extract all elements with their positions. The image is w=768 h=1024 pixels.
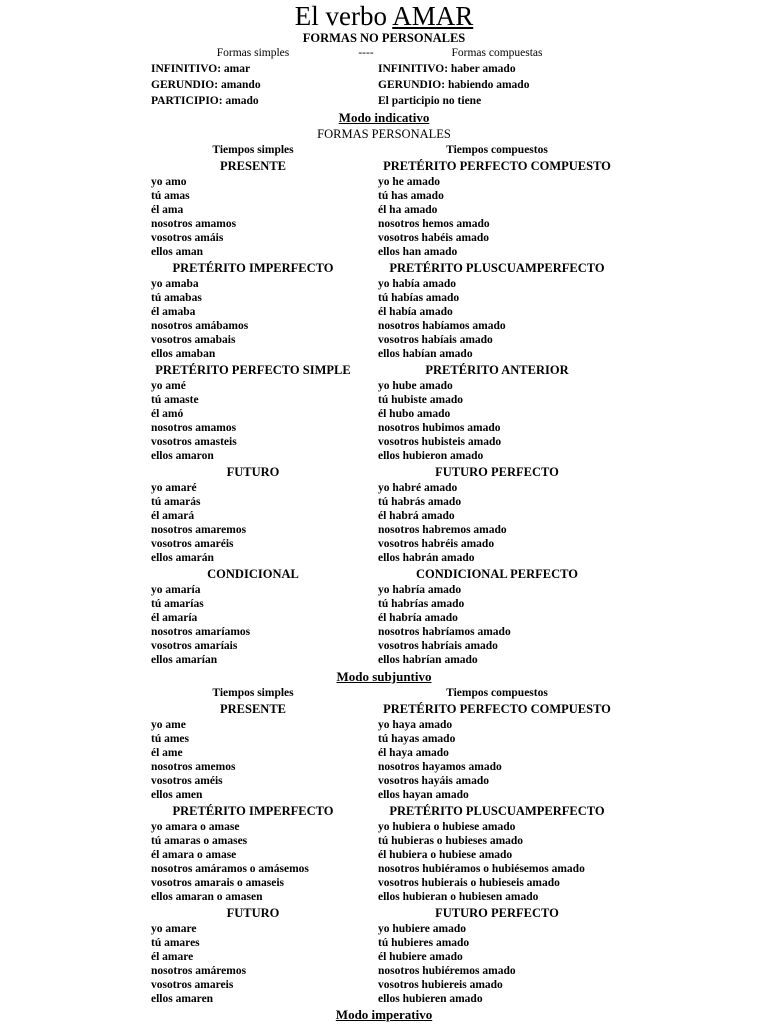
tense-header-right: FUTURO PERFECTO <box>435 465 559 479</box>
tense-header <box>0 363 768 377</box>
tense-header-left: PRETÉRITO IMPERFECTO <box>172 804 334 818</box>
tense-header-right: PRETÉRITO PERFECTO COMPUESTO <box>383 159 611 173</box>
conjugation-row-left: ellos amaran o amasen <box>151 891 263 903</box>
conjugation-row-left: él amó <box>151 408 184 420</box>
tense-header <box>0 261 768 275</box>
conjugation-row-left: él amaba <box>151 306 196 318</box>
conjugation-row <box>0 597 768 611</box>
conjugation-row-left: tú amas <box>151 190 190 202</box>
conjugation-row-right: vosotros hayáis amado <box>378 775 489 787</box>
conjugation-row-left: ellos amaban <box>151 348 216 360</box>
conjugation-row-right: yo he amado <box>378 176 440 188</box>
tense-header <box>0 465 768 479</box>
conjugation-row-left: nosotros amábamos <box>151 320 249 332</box>
conjugation-row-right: nosotros hubiéremos amado <box>378 965 516 977</box>
page-title <box>0 0 768 32</box>
conjugation-row-left: vosotros amareis <box>151 979 234 991</box>
conjugation-row-left: nosotros amamos <box>151 218 237 230</box>
conjugation-row <box>0 950 768 964</box>
conjugation-row-left: él amare <box>151 951 194 963</box>
conjugation-row-right: nosotros hubiéramos o hubiésemos amado <box>378 863 585 875</box>
conjugation-row-right: nosotros hayamos amado <box>378 761 502 773</box>
conjugation-row <box>0 848 768 862</box>
conjugation-row-left: ellos aman <box>151 246 204 258</box>
conjugation-row-left: vosotros amaríais <box>151 640 238 652</box>
conjugation-row-right: nosotros habremos amado <box>378 524 507 536</box>
conjugation-row-left: tú amares <box>151 937 200 949</box>
conjugation-row-right: vosotros habríais amado <box>378 640 498 652</box>
conjugation-row-left: yo amo <box>151 176 187 188</box>
conjugation-row <box>0 625 768 639</box>
no-personales-row-left: PARTICIPIO: amado <box>151 95 259 107</box>
conjugation-row-right: tú hayas amado <box>378 733 456 745</box>
conjugation-row <box>0 305 768 319</box>
conjugation-row-left: yo amaba <box>151 278 199 290</box>
conjugation-row-right: nosotros hemos amado <box>378 218 490 230</box>
conjugation-row-left: yo amara o amase <box>151 821 240 833</box>
conjugation-row-left: vosotros amabais <box>151 334 236 346</box>
conjugation-row-left: tú amarías <box>151 598 204 610</box>
conjugation-row-right: tú hubiste amado <box>378 394 463 406</box>
conjugation-row-right: nosotros habríamos amado <box>378 626 511 638</box>
conjugation-row <box>0 245 768 259</box>
conjugation-row-left: vosotros améis <box>151 775 223 787</box>
conjugation-row-right: nosotros hubimos amado <box>378 422 501 434</box>
tense-header-right: PRETÉRITO PERFECTO COMPUESTO <box>383 702 611 716</box>
conjugation-row-right: él habría amado <box>378 612 458 624</box>
conjugation-row-right: tú habías amado <box>378 292 460 304</box>
conjugation-row <box>0 203 768 217</box>
conjugation-row-left: ellos amaren <box>151 993 214 1005</box>
conjugation-row-right: yo hubiera o hubiese amado <box>378 821 516 833</box>
conjugation-row-right: él hubo amado <box>378 408 451 420</box>
conjugation-row <box>0 393 768 407</box>
formas-personales-heading: FORMAS PERSONALES <box>317 127 451 141</box>
conjugation-row-left: él amará <box>151 510 195 522</box>
conjugation-row <box>0 890 768 904</box>
tense-header-left: PRETÉRITO IMPERFECTO <box>172 261 334 275</box>
conjugation-row-left: yo amare <box>151 923 197 935</box>
conjugation-row <box>0 231 768 245</box>
tense-header-left: PRESENTE <box>220 702 286 716</box>
no-personales-row-left: INFINITIVO: amar <box>151 63 251 75</box>
conjugation-row-right: nosotros habíamos amado <box>378 320 506 332</box>
conjugation-row-left: él amaría <box>151 612 198 624</box>
conjugation-row <box>0 774 768 788</box>
tense-header <box>0 159 768 173</box>
conjugation-row-right: tú habrás amado <box>378 496 462 508</box>
conjugation-row-right: él haya amado <box>378 747 449 759</box>
conjugation-row-left: vosotros amaréis <box>151 538 234 550</box>
conjugation-row-right: él hubiera o hubiese amado <box>378 849 513 861</box>
conjugation-row-right: vosotros habéis amado <box>378 232 489 244</box>
conjugation-row-right: ellos hubieren amado <box>378 993 483 1005</box>
conjugation-row <box>0 653 768 667</box>
conjugation-row <box>0 978 768 992</box>
conjugation-row <box>0 421 768 435</box>
conjugation-row-right: vosotros hubiereis amado <box>378 979 503 991</box>
tense-header <box>0 906 768 920</box>
conjugation-row <box>0 523 768 537</box>
conjugation-row <box>0 760 768 774</box>
conjugation-row-left: vosotros amáis <box>151 232 224 244</box>
conjugation-row-right: ellos habrían amado <box>378 654 478 666</box>
no-personales-row-left: GERUNDIO: amando <box>151 79 261 91</box>
subjuntivo-heading: Modo subjuntivo <box>336 669 432 684</box>
no-personales-heading: FORMAS NO PERSONALES <box>302 31 466 45</box>
conjugation-row-right: tú hubieres amado <box>378 937 470 949</box>
conjugation-row-right: vosotros hubierais o hubieseis amado <box>378 877 560 889</box>
conjugation-row-right: ellos hayan amado <box>378 789 469 801</box>
conjugation-row-right: vosotros habréis amado <box>378 538 495 550</box>
conjugation-row <box>0 333 768 347</box>
tense-header <box>0 567 768 581</box>
conjugation-row-left: nosotros amaríamos <box>151 626 251 638</box>
conjugation-row-left: ellos amaron <box>151 450 214 462</box>
conjugation-row <box>0 407 768 421</box>
conjugation-row <box>0 495 768 509</box>
tense-header-left: FUTURO <box>226 906 280 920</box>
conjugation-row-right: ellos habrán amado <box>378 552 475 564</box>
conjugation-row-left: ellos amarían <box>151 654 218 666</box>
tense-header-right: PRETÉRITO ANTERIOR <box>425 363 569 377</box>
tense-header-left: FUTURO <box>226 465 280 479</box>
conjugation-row-left: tú amaras o amases <box>151 835 248 847</box>
conjugation-row <box>0 291 768 305</box>
conjugation-row-left: nosotros amáremos <box>151 965 247 977</box>
conjugation-row <box>0 639 768 653</box>
conjugation-row-left: yo amé <box>151 380 186 392</box>
title-prefix: El verbo <box>294 1 393 31</box>
conjugation-row <box>0 583 768 597</box>
conjugation-row <box>0 964 768 978</box>
tense-header-right: PRETÉRITO PLUSCUAMPERFECTO <box>389 804 605 818</box>
conjugation-row-right: ellos han amado <box>378 246 458 258</box>
title-verb: AMAR <box>392 1 474 31</box>
indicativo-col-headers <box>0 143 768 157</box>
conjugation-row-left: tú ames <box>151 733 190 745</box>
conjugation-row <box>0 319 768 333</box>
conjugation-row-right: tú hubieras o hubieses amado <box>378 835 524 847</box>
tense-header <box>0 804 768 818</box>
conjugation-row-right: vosotros habíais amado <box>378 334 493 346</box>
conjugation-row <box>0 175 768 189</box>
conjugation-row-right: yo hubiere amado <box>378 923 466 935</box>
conjugation-row <box>0 936 768 950</box>
conjugation-row-left: él ame <box>151 747 183 759</box>
conjugation-row-right: yo habré amado <box>378 482 458 494</box>
conjugation-row-right: ellos hubieron amado <box>378 450 484 462</box>
subjuntivo-col-headers <box>0 686 768 700</box>
conjugation-row <box>0 862 768 876</box>
conjugation-row <box>0 189 768 203</box>
conjugation-row-right: él había amado <box>378 306 453 318</box>
conjugation-row-left: tú amabas <box>151 292 202 304</box>
conjugation-row <box>0 347 768 361</box>
tense-header-left: CONDICIONAL <box>207 567 299 581</box>
tense-header <box>0 702 768 716</box>
col-header-compound: Tiempos compuestos <box>446 144 548 156</box>
conjugation-row <box>0 820 768 834</box>
conjugation-row-left: nosotros amemos <box>151 761 236 773</box>
conjugation-row <box>0 922 768 936</box>
conjugation-row-left: nosotros amamos <box>151 422 237 434</box>
col-header-simple: Tiempos simples <box>212 144 294 156</box>
conjugation-row-right: él habrá amado <box>378 510 455 522</box>
conjugation-row-right: él ha amado <box>378 204 438 216</box>
col-separator: ---- <box>358 47 374 59</box>
conjugation-row-left: vosotros amasteis <box>151 436 237 448</box>
col-header-compound: Tiempos compuestos <box>446 687 548 699</box>
conjugation-row-left: él amara o amase <box>151 849 237 861</box>
conjugation-row-right: yo hube amado <box>378 380 453 392</box>
no-personales-row <box>0 78 768 92</box>
conjugation-row <box>0 611 768 625</box>
conjugation-row <box>0 551 768 565</box>
no-personales-col-headers <box>0 46 768 60</box>
conjugation-row-left: él ama <box>151 204 184 216</box>
conjugation-row-left: nosotros amáramos o amásemos <box>151 863 309 875</box>
no-personales-row-right: INFINITIVO: haber amado <box>378 63 516 75</box>
col-header-simple: Formas simples <box>216 47 290 59</box>
conjugation-row-left: yo amaré <box>151 482 197 494</box>
conjugation-row <box>0 509 768 523</box>
conjugation-row-right: tú habrías amado <box>378 598 465 610</box>
tense-header-right: CONDICIONAL PERFECTO <box>416 567 578 581</box>
conjugation-row <box>0 718 768 732</box>
conjugation-row-left: nosotros amaremos <box>151 524 247 536</box>
conjugation-row <box>0 732 768 746</box>
conjugation-row-right: ellos hubieran o hubiesen amado <box>378 891 539 903</box>
conjugation-row-right: yo habría amado <box>378 584 462 596</box>
indicativo-heading: Modo indicativo <box>338 110 430 125</box>
col-header-simple: Tiempos simples <box>212 687 294 699</box>
conjugation-row-right: yo había amado <box>378 278 456 290</box>
conjugation-row <box>0 746 768 760</box>
conjugation-row-left: vosotros amarais o amaseis <box>151 877 284 889</box>
conjugation-row <box>0 537 768 551</box>
conjugation-row-left: tú amaste <box>151 394 199 406</box>
conjugation-row <box>0 379 768 393</box>
conjugation-row-right: ellos habían amado <box>378 348 473 360</box>
conjugation-row-left: yo ame <box>151 719 186 731</box>
conjugation-row <box>0 992 768 1006</box>
conjugation-row-right: yo haya amado <box>378 719 453 731</box>
no-personales-row <box>0 94 768 108</box>
imperativo-heading: Modo imperativo <box>335 1007 433 1022</box>
conjugation-row-left: ellos amarán <box>151 552 214 564</box>
conjugation-row-left: yo amaría <box>151 584 201 596</box>
tense-header-left: PRESENTE <box>220 159 286 173</box>
tense-header-right: PRETÉRITO PLUSCUAMPERFECTO <box>389 261 605 275</box>
no-personales-row-right: El participio no tiene <box>378 95 482 107</box>
tense-header-left: PRETÉRITO PERFECTO SIMPLE <box>155 363 351 377</box>
col-header-compound: Formas compuestas <box>451 47 543 59</box>
conjugation-row <box>0 481 768 495</box>
conjugation-row <box>0 435 768 449</box>
conjugation-row <box>0 277 768 291</box>
no-personales-row-right: GERUNDIO: habiendo amado <box>378 79 530 91</box>
conjugation-row <box>0 876 768 890</box>
conjugation-row <box>0 834 768 848</box>
conjugation-row <box>0 788 768 802</box>
conjugation-row-left: ellos amen <box>151 789 203 801</box>
conjugation-row-right: él hubiere amado <box>378 951 463 963</box>
conjugation-row <box>0 449 768 463</box>
conjugation-row-left: tú amarás <box>151 496 201 508</box>
conjugation-row-right: vosotros hubisteis amado <box>378 436 502 448</box>
tense-header-right: FUTURO PERFECTO <box>435 906 559 920</box>
conjugation-row <box>0 217 768 231</box>
no-personales-row <box>0 62 768 76</box>
conjugation-row-right: tú has amado <box>378 190 444 202</box>
